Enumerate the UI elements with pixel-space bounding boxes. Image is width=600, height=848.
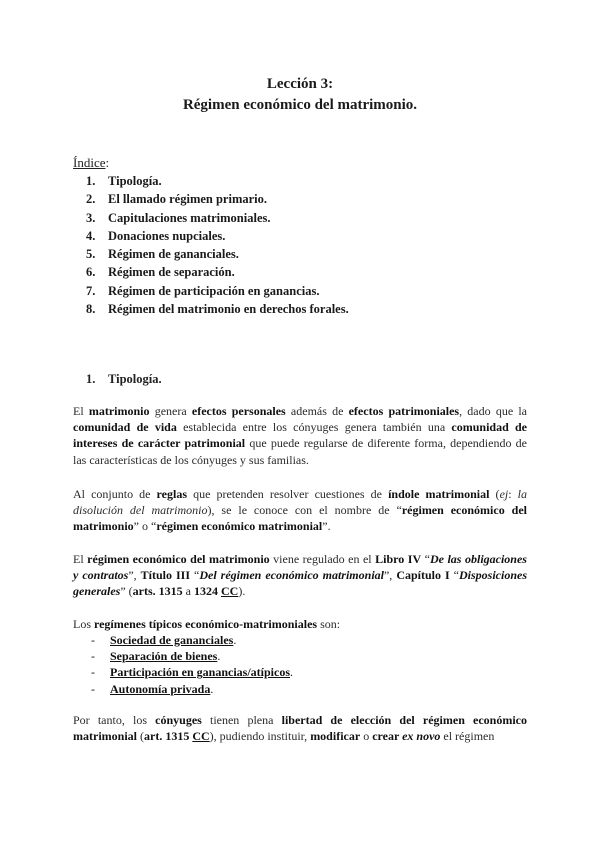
toc-item: 1. Tipología. xyxy=(86,174,162,188)
list-item: - Participación en ganancias/atípicos. xyxy=(91,665,293,680)
toc-item: 7. Régimen de participación en ganancias. xyxy=(86,283,320,298)
toc-item: 6. Régimen de separación. xyxy=(86,265,235,280)
paragraph-regulation: El régimen económico del matrimonio viene regulado en el Libro IV “De las obligaciones y contratos”, Título III “Del régimen económico matrimonial”, Capítulo I “Disposiciones generales” (arts. 1315 a 1324 CC). xyxy=(73,552,527,599)
list-item: - Separación de bienes. xyxy=(91,649,221,664)
lesson-number: Lección 3: xyxy=(266,76,334,92)
section-heading: 1. Tipología. xyxy=(86,372,162,386)
toc-item: 2. El llamado régimen primario. xyxy=(86,192,268,207)
toc-item: 4. Donaciones nupciales. xyxy=(86,228,226,243)
paragraph-definition: Al conjunto de reglas que pretenden resolver cuestiones de índole matrimonial (ej: la disolución del matrimonio), se le conoce con el nombre de “régimen económico del matrimonio” o “régimen económico matrimonial”. xyxy=(73,487,527,534)
paragraph-effects: El matrimonio genera efectos personales además de efectos patrimoniales, dado que la comunidad de vida establecida entre los cónyuges genera también una comunidad de intereses de carácter patrimonial que puede regularse de diferente forma, dependiendo de las características de los cónyuges y sus familias. xyxy=(73,404,528,467)
paragraph-regime-types: Los regímenes típicos económico-matrimoniales son: xyxy=(73,617,341,631)
list-item: - Sociedad de gananciales. xyxy=(91,633,237,647)
index-label: Índice: xyxy=(73,155,110,170)
toc-item: 3. Capitulaciones matrimoniales. xyxy=(86,210,271,225)
paragraph-freedom: Por tanto, los cónyuges tienen plena libertad de elección del régimen económico matrimonial (art. 1315 CC), pudiendo instituir, modificar o crear ex novo el régimen xyxy=(73,713,528,744)
table-of-contents xyxy=(86,172,546,318)
list-item: - Autonomía privada. xyxy=(91,681,214,696)
regime-list xyxy=(91,632,293,697)
page-title: Régimen económico del matrimonio. xyxy=(182,97,418,113)
toc-item: 5. Régimen de gananciales. xyxy=(86,247,239,262)
toc-item: 8. Régimen del matrimonio en derechos forales. xyxy=(86,302,349,317)
